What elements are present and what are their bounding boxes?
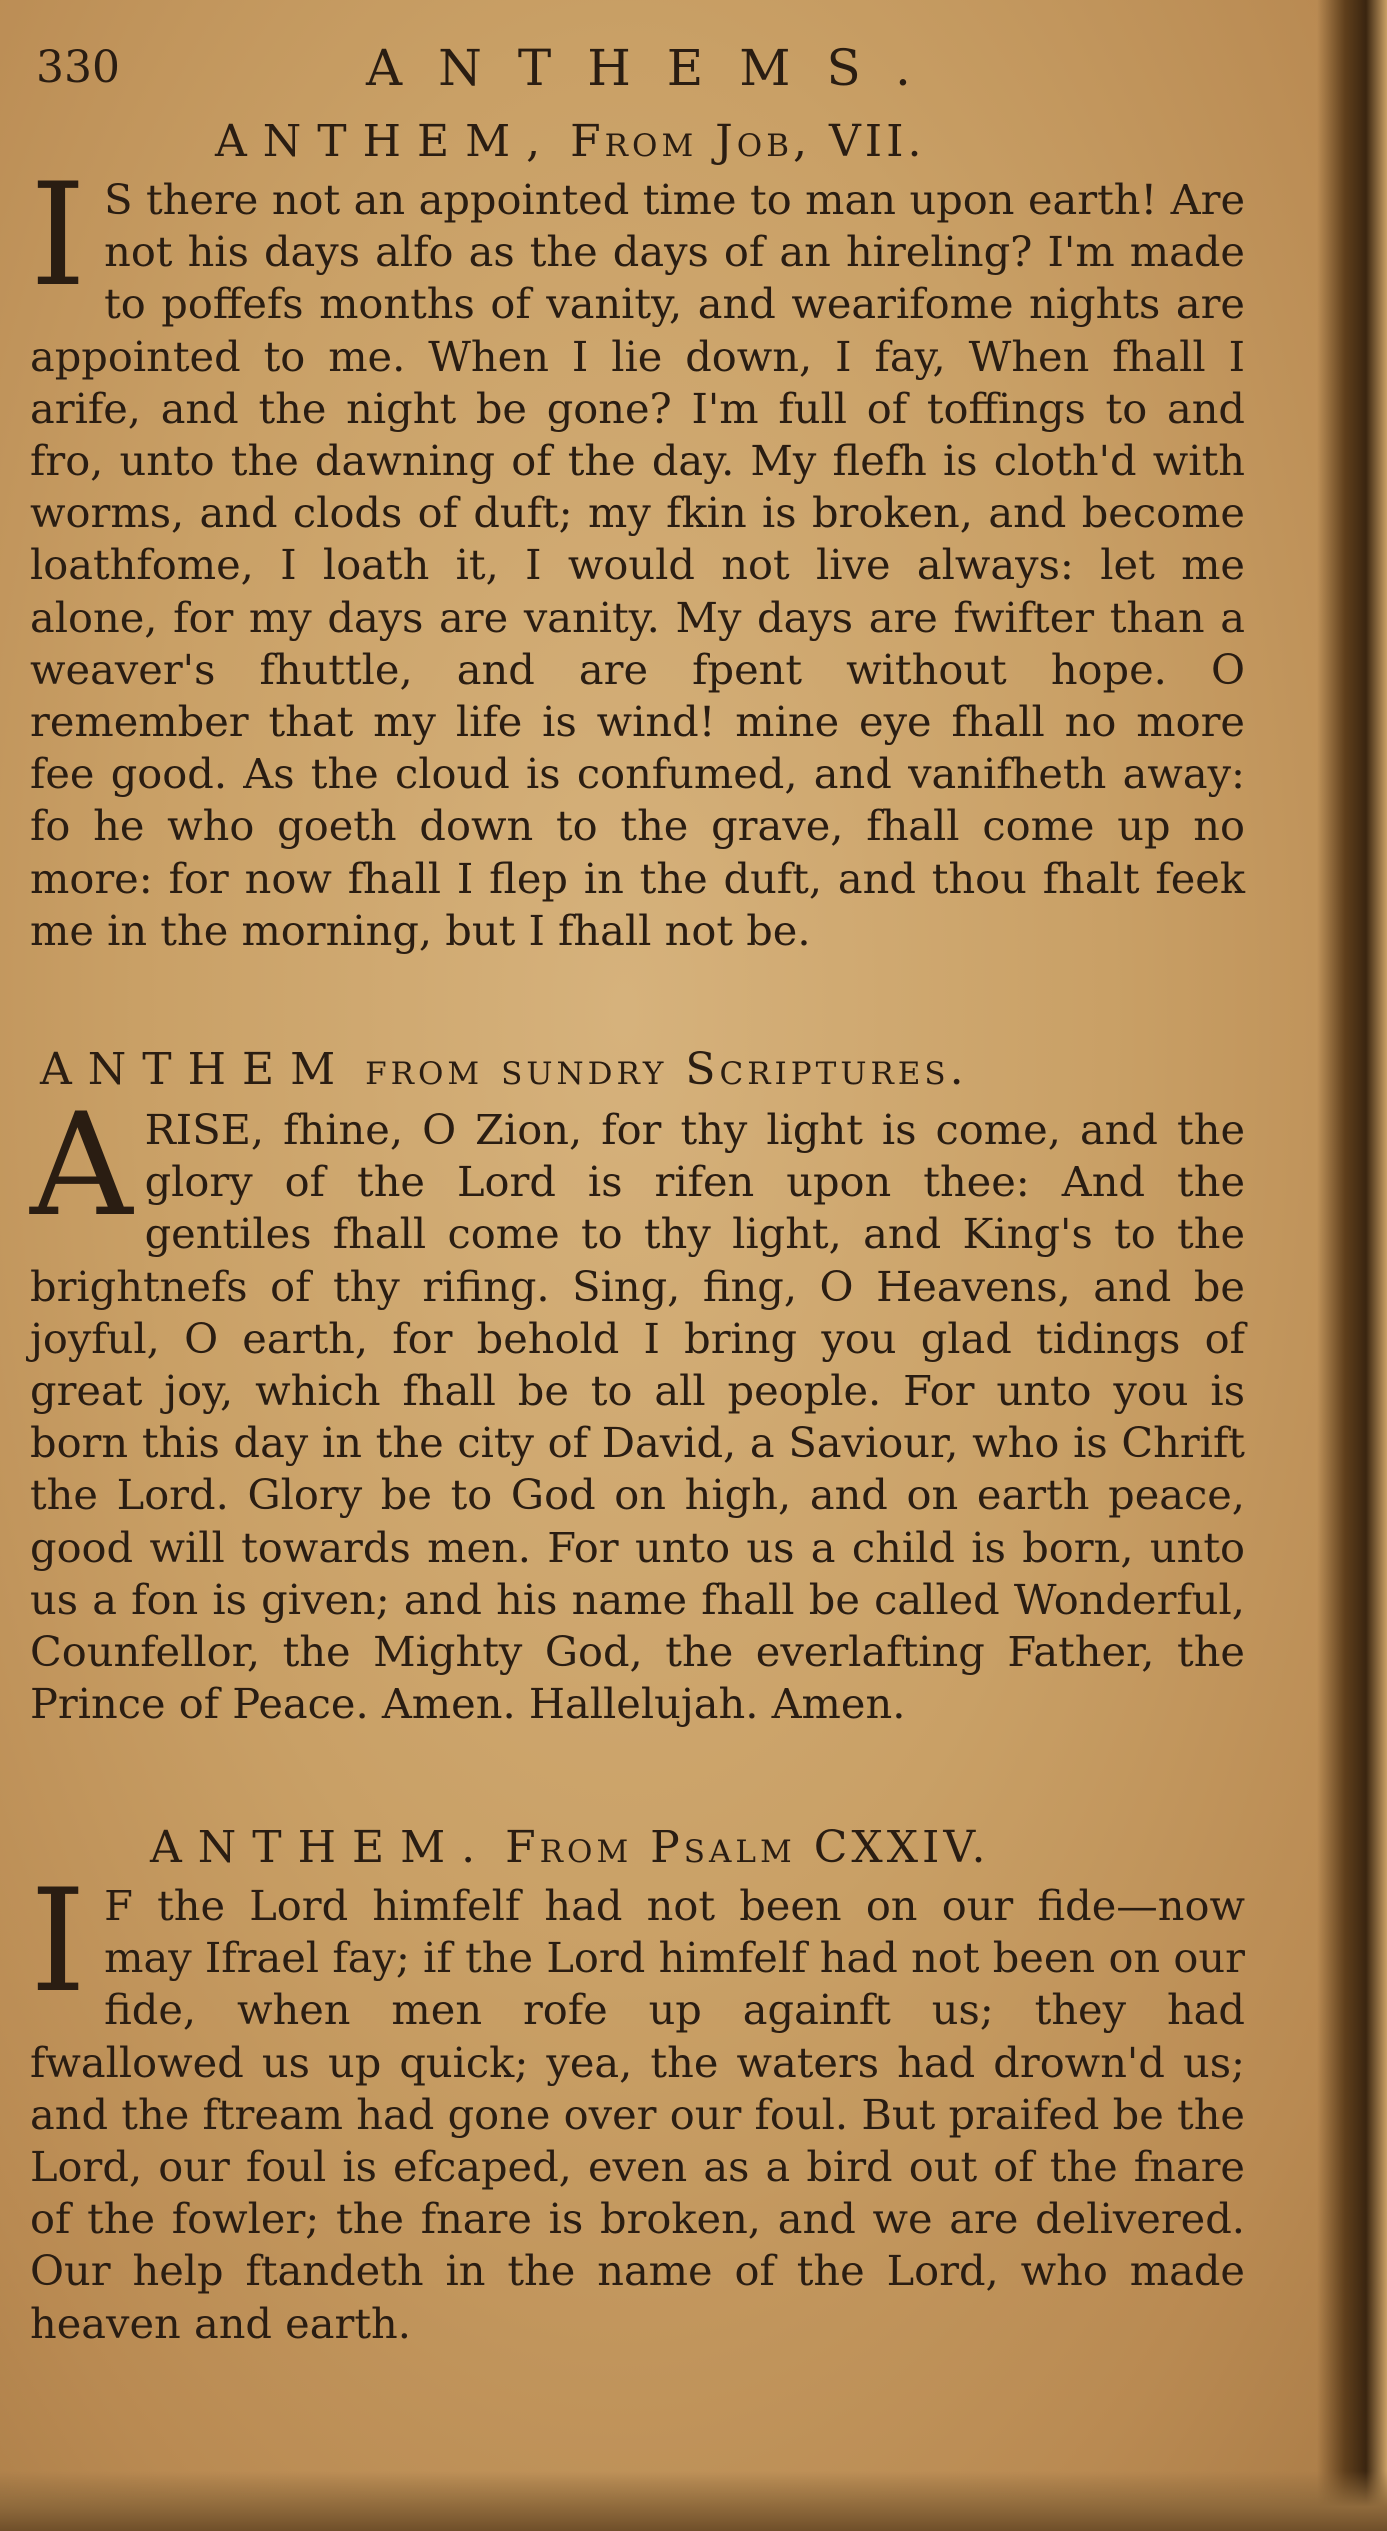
drop-cap: I — [30, 153, 87, 318]
anthem-heading-label: ANTHEM, — [215, 116, 557, 167]
anthem-body: S there not an appointed time to man upon earth! Are not his days alfo as the days of an hireling? I'm made to poffefs months of vanity, and wearifome nights are appointed to me. When I lie down, I fay, When fhall I arife, and the night be gone? I'm full of toffings to and fro, unto the dawning of the day. My flefh is cloth'd with worms, and clods of duft; my fkin is broken, and become loathfome, I loath it, I would not live always: let me alone, for my days are vanity. My days are fwifter than a weaver's fhuttle, and are fpent without hope. O remember that my life is wind! mine eye fhall no more fee good. As the cloud is confumed, and vanifheth away: fo he who goeth down to the grave, fhall come up no more: for now fhall I flep in the duft, and thou fhalt feek me in the morning, but I fhall not be. — [30, 175, 1245, 955]
running-title: ANTHEMS. — [366, 39, 947, 97]
anthem-text — [30, 1859, 1245, 2350]
anthem-text — [30, 153, 1245, 957]
anthem-body: RISE, fhine, O Zion, for thy light is come, and the glory of the Lord is rifen upon thee: And the gentiles fhall come to thy light, and King's to the brightnefs of thy rifing. Sing, fing, O Heavens, and be joyful, O earth, for behold I bring you glad tidings of great joy, which fhall be to all people. For unto you is born this day in the city of David, a Saviour, who is Chrift the Lord. Glory be to God on high, and on earth peace, good will towards men. For unto us a child is born, unto us a fon is given; and his name fhall be called Wonderful, Counfellor, the Mighty God, the everlafting Father, the Prince of Peace. Amen. Hallelujah. Amen. — [30, 1105, 1245, 1729]
drop-cap: I — [30, 1859, 87, 2024]
anthem-heading-label: ANTHEM — [40, 1044, 352, 1095]
anthem-heading — [40, 1040, 1300, 1100]
anthem-body: F the Lord himfelf had not been on our fide—now may Ifrael fay; if the Lord himfelf had not been on our fide, when men rofe up againft us; they had fwallowed us up quick; yea, the waters had drown'd us; and the ftream had gone over our foul. But praifed be the Lord, our foul is efcaped, even as a bird out of the fnare of the fowler; the fnare is broken, and we are delivered. Our help ftandeth in the name of the Lord, who made heaven and earth. — [30, 1881, 1245, 2348]
anthem-heading — [150, 1818, 1387, 1878]
running-head — [36, 28, 1236, 108]
anthem-heading-source: From Psalm CXXIV. — [505, 1822, 990, 1873]
anthem-heading — [215, 112, 1387, 172]
anthem-heading-source: from sundry Scriptures. — [365, 1044, 968, 1095]
page-number: 330 — [36, 42, 120, 93]
anthem-text — [30, 1083, 1245, 1730]
drop-cap: A — [30, 1083, 133, 1248]
page-bottom-edge — [0, 2471, 1387, 2531]
anthem-heading-label: ANTHEM. — [150, 1822, 492, 1873]
anthem-heading-source: From Job, VII. — [570, 116, 926, 167]
book-spine-shadow — [1317, 0, 1387, 2531]
